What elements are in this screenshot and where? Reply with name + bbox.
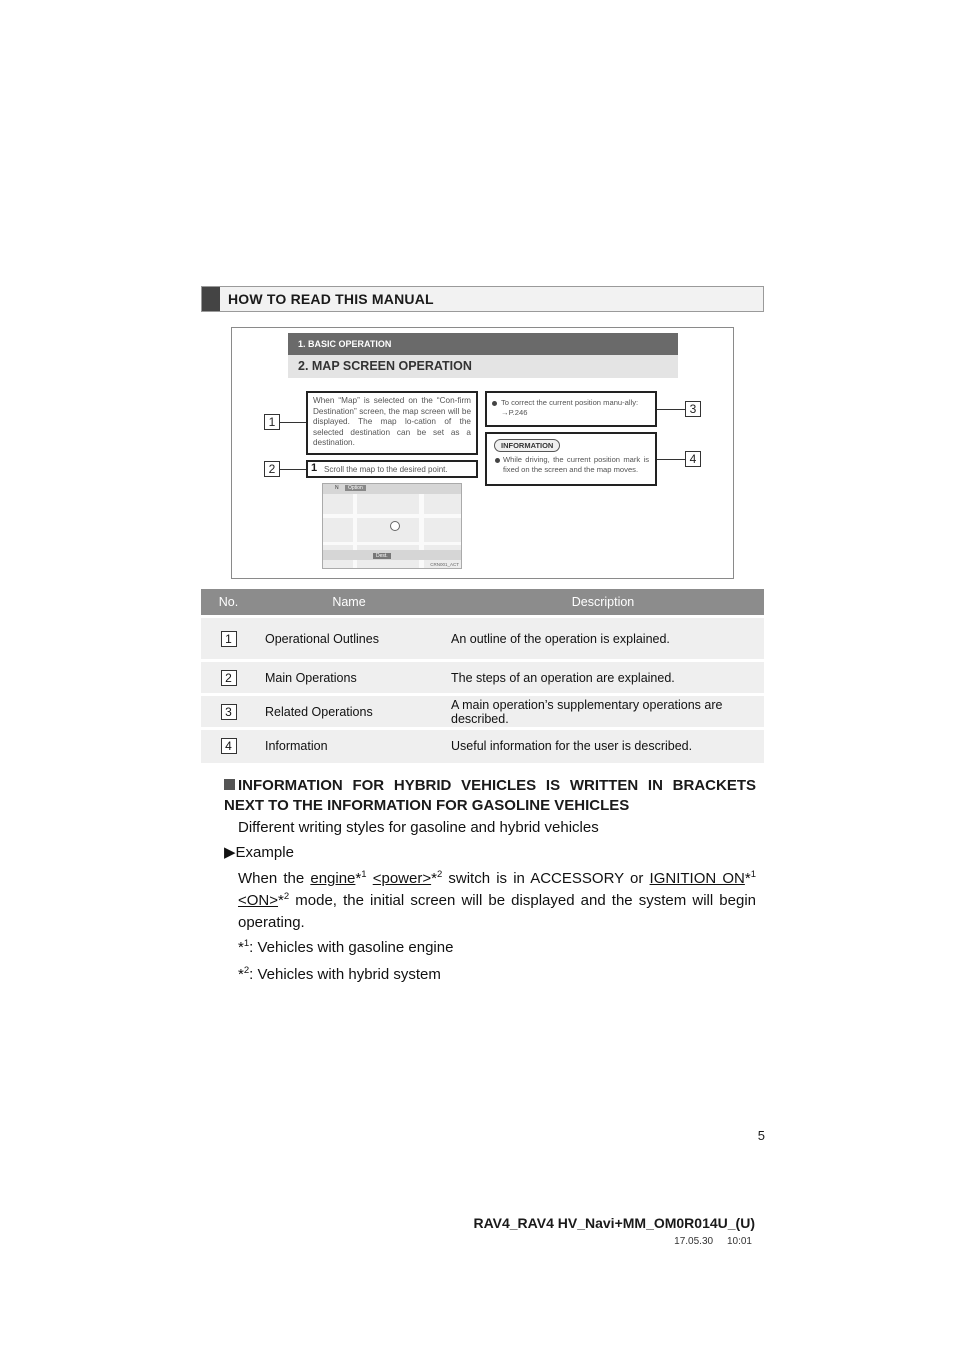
footnote-1-mark: 1 xyxy=(243,938,250,949)
example-ignition: IGNITION ON xyxy=(649,870,745,887)
footnote-ref-1: 1 xyxy=(750,869,756,880)
figure-outline-box xyxy=(306,391,478,455)
map-road xyxy=(323,542,462,545)
heading-bullet-icon xyxy=(224,779,235,790)
figure-section-title: 2. MAP SCREEN OPERATION xyxy=(298,359,472,373)
footnote-star: * xyxy=(238,939,244,956)
row-desc: The steps of an operation are explained. xyxy=(442,661,764,695)
footnote-star: * xyxy=(355,870,362,887)
row-desc: An outline of the operation is explained. xyxy=(442,617,764,661)
col-header-desc: Description xyxy=(442,589,764,617)
map-image-code: CRN001_ACT xyxy=(430,562,459,567)
figure-info-box xyxy=(485,432,657,486)
row-name: Main Operations xyxy=(256,661,442,695)
figure-info-text: While driving, the current position mark is fixed on the screen and the map moves. xyxy=(494,455,649,475)
row-desc: A main operation’s supplementary operations are described. xyxy=(442,695,764,729)
example-power: <power> xyxy=(372,870,432,887)
table-row xyxy=(201,661,764,695)
map-road xyxy=(323,514,462,518)
example-text xyxy=(238,868,756,934)
footnote-ref-1: 1 xyxy=(361,869,367,880)
footnote-2-mark: 2 xyxy=(243,965,250,976)
page-number: 5 xyxy=(757,1128,765,1143)
callout-2: 2 xyxy=(264,461,280,477)
figure-chapter-header xyxy=(288,333,678,355)
example-text-when: When the xyxy=(238,870,311,887)
footnote-star: * xyxy=(431,870,437,887)
footnote-star: * xyxy=(278,892,284,909)
map-dest-button: Dest. xyxy=(373,553,391,559)
figure-step-number: 1 xyxy=(311,462,318,474)
footnote-ref-2: 2 xyxy=(283,891,290,902)
table-row xyxy=(201,729,764,763)
callout-4: 4 xyxy=(685,451,701,467)
footnote-star: * xyxy=(238,966,244,983)
footnote-1-text: : Vehicles with gasoline engine xyxy=(249,939,454,956)
hybrid-intro: Different writing styles for gasoline and hybrid vehicles xyxy=(238,819,599,836)
table-row xyxy=(201,695,764,729)
row-desc: Useful information for the user is described. xyxy=(442,729,764,763)
example-on: <ON> xyxy=(238,892,279,909)
row-name: Related Operations xyxy=(256,695,442,729)
section-header-bar xyxy=(202,287,220,311)
footnote-ref-2: 2 xyxy=(436,869,443,880)
figure-related-box xyxy=(485,391,657,427)
col-header-no: No. xyxy=(201,589,256,617)
callout-leader-1 xyxy=(280,422,306,423)
row-name: Operational Outlines xyxy=(256,617,442,661)
row-number: 1 xyxy=(221,631,237,647)
document-timestamp: 17.05.30 10:01 xyxy=(674,1236,752,1247)
example-engine: engine xyxy=(310,870,356,887)
figure-related-text: To correct the current position manu-ally: →P.246 xyxy=(487,393,655,418)
row-number: 3 xyxy=(221,704,237,720)
map-bottom-bar xyxy=(323,550,461,560)
row-number: 2 xyxy=(221,670,237,686)
footnote-2-text: : Vehicles with hybrid system xyxy=(249,966,441,983)
figure-step-box xyxy=(306,460,478,478)
map-north-label: N xyxy=(335,485,339,491)
footnote-star: * xyxy=(744,870,751,887)
figure-chapter: 1. BASIC OPERATION xyxy=(298,339,392,349)
figure-section-header xyxy=(288,355,678,378)
example-label: Example xyxy=(235,844,294,861)
figure-info-badge: INFORMATION xyxy=(494,439,560,452)
example-text-tail: mode, the initial screen will be displayed and the system will begin operating. xyxy=(238,892,756,931)
footnote-1 xyxy=(238,937,453,959)
map-position-icon xyxy=(390,521,400,531)
section-header xyxy=(201,286,764,312)
triangle-bullet-icon: ▶ xyxy=(224,844,236,861)
example-text-mid: switch is in ACCESSORY or xyxy=(442,870,650,887)
hybrid-heading xyxy=(224,776,756,816)
callout-leader-3 xyxy=(657,409,685,410)
section-title: HOW TO READ THIS MANUAL xyxy=(228,291,434,307)
figure-map-screenshot xyxy=(322,483,462,569)
example-row xyxy=(224,842,294,864)
row-number: 4 xyxy=(221,738,237,754)
map-option-button: Option xyxy=(345,485,366,491)
footnote-2 xyxy=(238,964,441,986)
row-name: Information xyxy=(256,729,442,763)
callout-leader-2 xyxy=(280,469,306,470)
document-id: RAV4_RAV4 HV_Navi+MM_OM0R014U_(U) xyxy=(473,1215,755,1231)
figure-step-text: Scroll the map to the desired point. xyxy=(324,465,448,474)
callout-leader-4 xyxy=(657,459,685,460)
figure-outline-text: When “Map” is selected on the “Con-firm Destination” screen, the map screen will be displayed. The map lo-cation of the selected destination can be set as a destination. xyxy=(313,396,471,447)
hybrid-heading-text: INFORMATION FOR HYBRID VEHICLES IS WRITTEN IN BRACKETS NEXT TO THE INFORMATION FOR GASOLINE VEHICLES xyxy=(224,777,756,814)
col-header-name: Name xyxy=(256,589,442,617)
table-row xyxy=(201,617,764,661)
table-header-row xyxy=(201,589,764,617)
map-top-bar xyxy=(323,484,461,494)
callout-3: 3 xyxy=(685,401,701,417)
legend-table xyxy=(201,589,764,763)
callout-1: 1 xyxy=(264,414,280,430)
